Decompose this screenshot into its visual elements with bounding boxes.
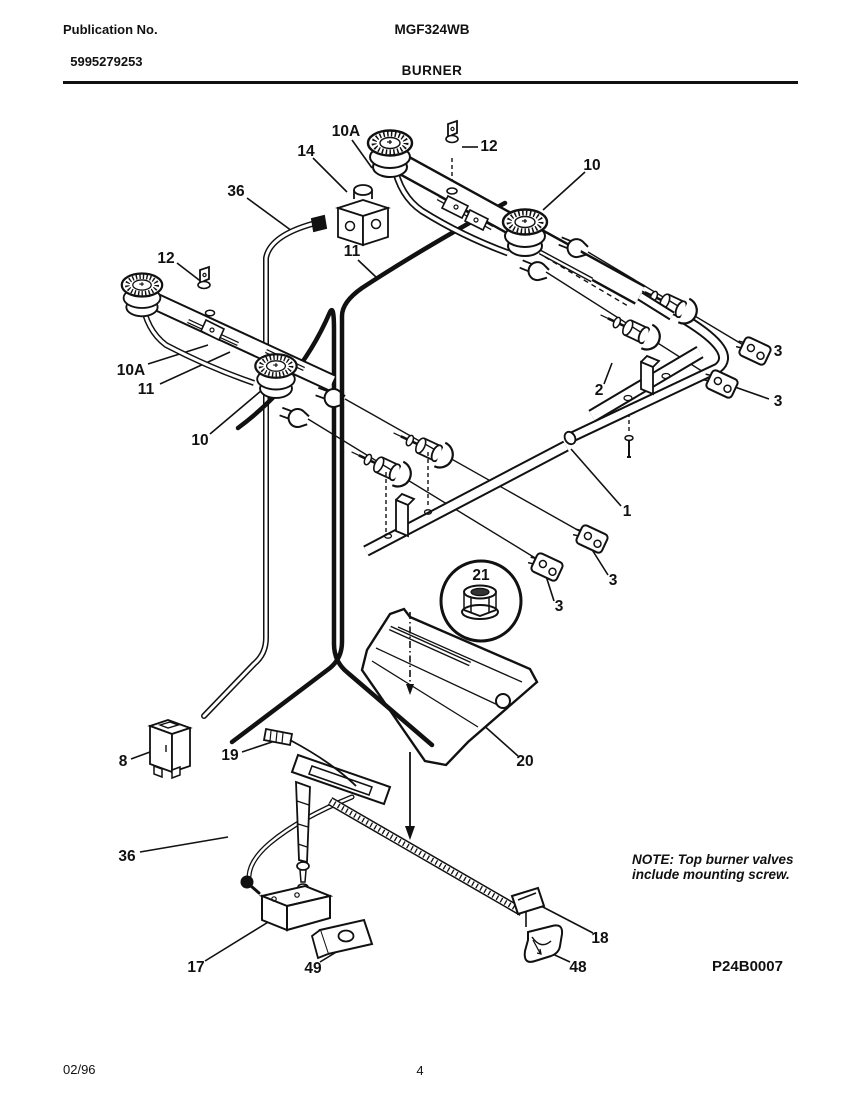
part-callout-18: 18 <box>591 930 609 947</box>
part-callout-12: 12 <box>480 138 498 155</box>
clip-bracket-12 <box>198 267 210 289</box>
spark-switch <box>150 720 190 778</box>
part-callout-12: 12 <box>157 250 175 267</box>
part-callout-19: 19 <box>221 747 239 764</box>
part-callout-2: 2 <box>594 382 604 399</box>
part-callout-10: 10 <box>191 432 209 449</box>
valve-14 <box>312 185 388 245</box>
leader-lines <box>131 140 769 962</box>
part-callout-20: 20 <box>516 753 534 770</box>
burner-box-panel <box>362 609 537 765</box>
part-callout-10: 10 <box>583 157 601 174</box>
manifold-pipe <box>366 320 724 551</box>
top-burner-valve <box>595 303 664 354</box>
footer-page-number: 4 <box>416 1063 424 1078</box>
part-callout-11: 11 <box>137 381 155 398</box>
part-callout-3: 3 <box>773 393 783 410</box>
clip-bracket-12 <box>446 121 458 143</box>
part-callout-14: 14 <box>297 143 315 160</box>
surface-burner-head <box>255 354 296 398</box>
part-callout-11: 11 <box>343 243 361 260</box>
part-callout-49: 49 <box>304 960 322 977</box>
publication-number: 5995279253 <box>70 54 143 69</box>
note-line: include mounting screw. <box>632 867 790 882</box>
part-callout-3: 3 <box>773 343 783 360</box>
valve-bracket <box>734 334 772 366</box>
part-callout-17: 17 <box>187 959 205 976</box>
publication-label: Publication No. <box>63 22 158 37</box>
pressure-regulator <box>262 884 372 958</box>
diagram-note <box>632 852 812 882</box>
model-number: MGF324WB <box>394 22 470 37</box>
footer-date: 02/96 <box>63 1062 96 1077</box>
part-callout-36: 36 <box>227 183 245 200</box>
part-callout-10a: 10A <box>116 362 146 379</box>
valve-bracket <box>571 522 609 554</box>
top-burner-valve <box>346 440 415 491</box>
part-callout-48: 48 <box>569 959 587 976</box>
surface-burner-head <box>368 131 412 178</box>
part-callout-1: 1 <box>622 503 632 520</box>
part-callout-21: 21 <box>472 567 490 584</box>
part-callout-3: 3 <box>554 598 564 615</box>
venturi-fitting <box>518 256 552 284</box>
surface-burner-head <box>122 274 162 317</box>
note-line: NOTE: Top burner valves <box>632 852 794 867</box>
part-callout-3: 3 <box>608 572 618 589</box>
valve-bracket <box>526 550 564 582</box>
part-callout-36: 36 <box>118 848 136 865</box>
burner-assembly-right <box>368 121 672 316</box>
surface-burner-head <box>503 210 547 257</box>
part-callout-8: 8 <box>118 753 128 770</box>
plate-code: P24B0007 <box>712 958 783 975</box>
venturi-fitting <box>278 403 311 430</box>
part-callout-10a: 10A <box>331 123 361 140</box>
section-title: BURNER <box>401 63 463 78</box>
